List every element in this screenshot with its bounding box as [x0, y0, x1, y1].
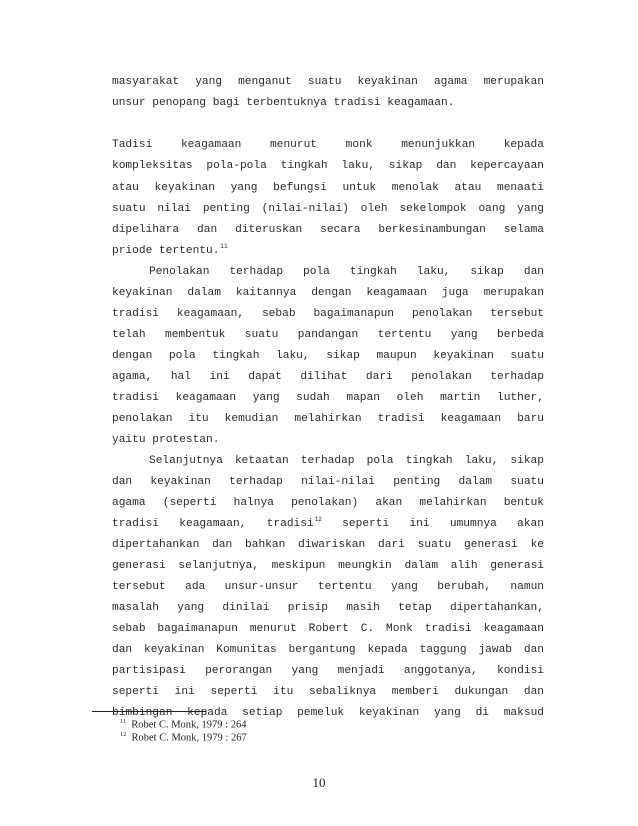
footnote-text: Robet C. Monk, 1979 : 264 [131, 719, 247, 731]
body-line: bimbingan kepada setiap pemeluk keyakinan yang di maksud [112, 707, 544, 719]
body-line: telah membentuk suatu pandangan tertentu yang berbeda [112, 329, 544, 341]
body-line: keyakinan dalam kaitannya dengan keagamaan juga merupakan [112, 287, 544, 299]
body-line: generasi selanjutnya, meskipun meungkin dalam alih generasi [112, 560, 544, 572]
body-line: agama, hal ini dapat dilihat dari penolakan terhadap [112, 371, 544, 383]
body-line-text: tradisi keagamaan, tradisi [112, 518, 314, 530]
body-line: Penolakan terhadap pola tingkah laku, sikap dan [149, 266, 544, 278]
body-line: unsur penopang bagi terbentuknya tradisi keagamaan. [112, 97, 455, 109]
body-line: Tadisi keagamaan menurut monk menunjukkan kepada [112, 139, 544, 151]
body-line: penolakan itu kemudian melahirkan tradisi keagamaan baru [112, 413, 544, 425]
body-line-text: priode tertentu. [112, 245, 220, 257]
body-line: masalah yang dinilai prisip masih tetap dipertahankan, [112, 602, 544, 614]
footnote-text: Robet C. Monk, 1979 : 267 [131, 732, 247, 744]
body-line: agama (seperti halnya penolakan) akan melahirkan bentuk [112, 497, 544, 509]
body-line: partisipasi perorangan yang menjadi anggotanya, kondisi [112, 665, 544, 677]
footnote-mark: 12 [314, 516, 322, 524]
footnote-mark: 11 [220, 243, 228, 251]
body-line: seperti ini seperti itu sebaliknya memberi dukungan dan [112, 686, 544, 698]
body-line: Selanjutnya ketaatan terhadap pola tingkah laku, sikap [149, 455, 544, 467]
body-line: masyarakat yang menganut suatu keyakinan agama merupakan [112, 76, 544, 88]
body-line: sebab bagaimanapun menurut Robert C. Monk tradisi keagamaan [112, 623, 544, 635]
body-line: dan keyakinan Komunitas bergantung kepada taggung jawab dan [112, 644, 544, 656]
body-line: dengan pola tingkah laku, sikap maupun keyakinan suatu [112, 350, 544, 362]
body-line: tradisi keagamaan, sebab bagaimanapun penolakan tersebut [112, 308, 544, 320]
body-line: atau keyakinan yang befungsi untuk menolak atau menaati [112, 182, 544, 194]
body-line: tradisi keagamaan yang sudah mapan oleh martin luther, [112, 392, 544, 404]
body-line: kompleksitas pola-pola tingkah laku, sikap dan kepercayaan [112, 160, 544, 172]
body-line [112, 244, 544, 258]
body-line: dipertahankan dan bahkan diwariskan dari suatu generasi ke [112, 539, 544, 551]
body-line-text: seperti ini umumnya akan [342, 518, 544, 530]
body-line: dipelihara dan diteruskan secara berkesinambungan selama [112, 224, 544, 236]
body-line: suatu nilai penting (nilai-nilai) oleh sekelompok oang yang [112, 203, 544, 215]
footnote-number: 11 [120, 718, 127, 725]
body-line: yaitu protestan. [112, 434, 220, 446]
page-number: 10 [312, 775, 326, 790]
footnote [120, 729, 247, 745]
footnote-separator [92, 711, 206, 712]
body-line [112, 517, 544, 531]
body-line: dan keyakinan terhadap nilai-nilai penting dalam suatu [112, 476, 544, 488]
footnote-number: 12 [120, 731, 127, 738]
body-line: tersebut ada unsur-unsur tertentu yang berubah, namun [112, 581, 544, 593]
